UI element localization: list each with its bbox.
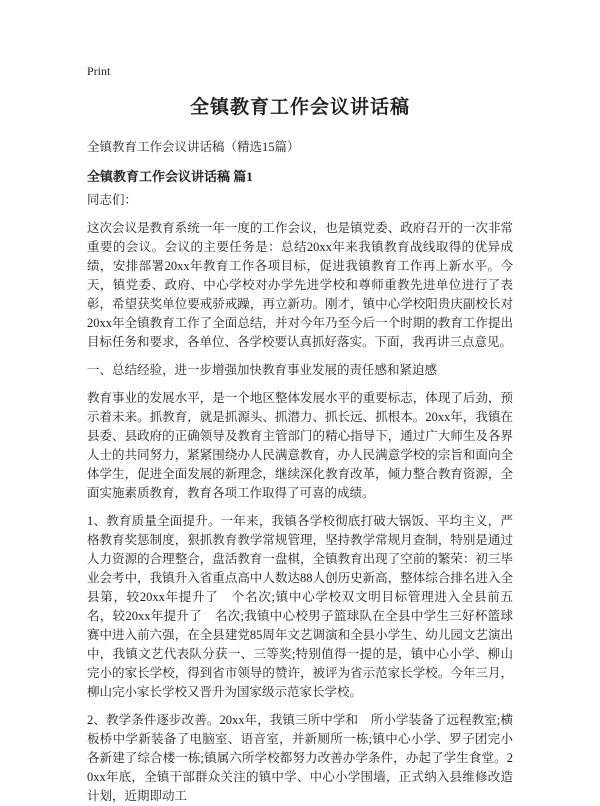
print-link[interactable]: Print bbox=[87, 64, 111, 78]
document-subtitle: 全镇教育工作会议讲话稿（精选15篇） bbox=[87, 140, 300, 154]
salutation: 同志们： bbox=[87, 193, 138, 207]
print-row bbox=[87, 62, 513, 80]
section-heading-1: 一、总结经验，进一步增强加快教育事业发展的责任感和紧迫感 bbox=[87, 363, 438, 377]
page-title: 全镇教育工作会议讲话稿 bbox=[189, 97, 410, 118]
paragraph-overview: 教育事业的发展水平，是一个地区整体发展水平的重要标志，体现了后劲，预示着未来。抓教育，就是抓源头、抓潜力、抓长远、抓根本。20xx年，我镇在县委、县政府的正确领导及教育主管部门的精心指导下，通过广大师生及各界人士的共同努力，紧紧围绕办人民满意教育，办人民满意学校的宗旨和面向全体学生，促进全面发展的新理念，继续深化教育改革，倾力整合教育资源，全面实施素质教育，教育各项工作取得了可喜的成绩。 bbox=[87, 391, 513, 500]
article-heading: 全镇教育工作会议讲话稿 篇1 bbox=[87, 169, 253, 184]
paragraph-point-2: 2、教学条件逐步改善。20xx年，我镇三所中学和 所小学装备了远程教室;横板桥中学新装备了电脑室、语音室，并新厕所一栋;镇中心小学、罗子团完小各新建了综合楼一栋;镇属六所学校都努力改善办学条件，办起了学生食堂。20xx年底，全镇干部群众关注的镇中学、中心小学围墙，正式纳入县维修改造计划，近期即动工 bbox=[87, 713, 513, 803]
paragraph-point-1: 1、教育质量全面提升。一年来，我镇各学校彻底打破大锅饭、平均主义，严格教育奖惩制度，狠抓教育教学常规管理，坚持教学常规月查制，特别是通过人力资源的合理整合，盘活教育一盘棋，全镇教育出现了空前的繁荣：初三毕业会考中，我镇升入省重点高中人数达88人创历史新高，整体综合排名进入全县第，较20xx年提升了 个名次;镇中心学校双文明目标管理进入全县前五名，较20xx年提升了 名次;我镇中心校男子篮球队在全县中学生三好杯篮球赛中进入前六强，在全县建党85周年文艺调演和全县小学生、幼儿园文艺演出中，我镇文艺代表队分获一、三等奖;特别值得一提的是，镇中心小学、柳山完小的家长学校，得到省市领导的赞许，被评为省示范家长学校。今年三月，柳山完小家长学校又晋升为国家级示范家长学校。 bbox=[87, 514, 513, 699]
paragraph-intro: 这次会议是教育系统一年一度的工作会议，也是镇党委、政府召开的一次非常重要的会议。会议的主要任务是：总结20xx年来我镇教育战线取得的优异成绩，安排部署20xx年教育工作各项目标，促进我镇教育工作再上新水平。今天，镇党委、政府、中心学校对办学先进学校和尊师重教先进单位进行了表彰，希望获奖单位要戒骄戒躁，再立新功。刚才，镇中心学校阳贵庆副校长对20xx年全镇教育工作了全面总结，并对今年乃至今后一个时期的教育工作提出目标任务和要求，各单位、各学校要认真抓好落实。下面，我再讲三点意见。 bbox=[87, 221, 513, 349]
